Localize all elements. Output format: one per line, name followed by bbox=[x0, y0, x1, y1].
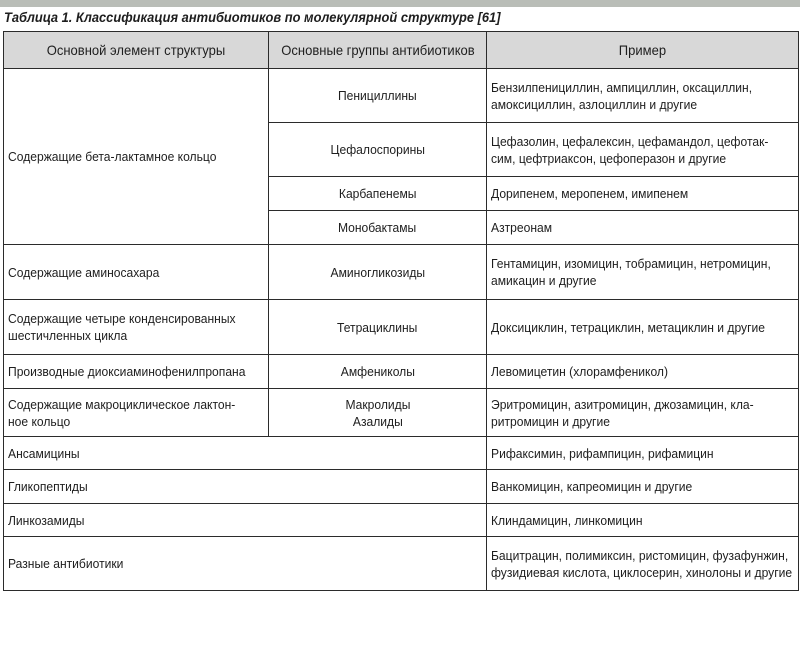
example-amphenicols: Левомицетин (хлорамфеникол) bbox=[487, 355, 799, 389]
example-other-antibiotics: Бацитрацин, полимиксин, ристомицин, фузафунжин, фузидиевая кислота, циклосерин, хинолоны и другие bbox=[487, 537, 799, 591]
antibiotics-classification-table bbox=[3, 31, 799, 591]
element-tetracycle: Содержащие четыре конденсированных шестичленных цикла bbox=[4, 300, 269, 355]
group-aminoglycosides: Аминогликозиды bbox=[269, 245, 487, 300]
example-monobactams: Азтреонам bbox=[487, 211, 799, 245]
example-carbapenems: Дорипенем, меропенем, имипенем bbox=[487, 177, 799, 211]
element-macrocyclic-lactone: Содержащие макроциклическое лактон- ное кольцо bbox=[4, 389, 269, 437]
example-lincosamides: Клиндамицин, линкомицин bbox=[487, 504, 799, 537]
element-dioxyaminophenylpropane: Производные диоксиаминофенилпропана bbox=[4, 355, 269, 389]
group-carbapenems: Карбапенемы bbox=[269, 177, 487, 211]
table-row bbox=[4, 470, 799, 504]
group-cephalosporins: Цефалоспорины bbox=[269, 123, 487, 177]
element-aminosugar: Содержащие аминосахара bbox=[4, 245, 269, 300]
group-tetracyclines: Тетрациклины bbox=[269, 300, 487, 355]
element-beta-lactam: Содержащие бета-лактамное кольцо bbox=[4, 69, 269, 245]
table-row bbox=[4, 245, 799, 300]
table-row bbox=[4, 69, 799, 123]
table-row bbox=[4, 300, 799, 355]
table-row bbox=[4, 389, 799, 437]
example-penicillins: Бензилпенициллин, ампициллин, оксациллин, амоксициллин, азлоциллин и другие bbox=[487, 69, 799, 123]
element-lincosamides: Линкозамиды bbox=[4, 504, 487, 537]
table-row bbox=[4, 355, 799, 389]
header-antibiotic-groups: Основные группы антибиотиков bbox=[269, 32, 487, 69]
element-glycopeptides: Гликопептиды bbox=[4, 470, 487, 504]
header-structure-element: Основной элемент структуры bbox=[4, 32, 269, 69]
table-row bbox=[4, 537, 799, 591]
group-macrolides-azalides: Макролиды Азалиды bbox=[269, 389, 487, 437]
example-ansamycins: Рифаксимин, рифампицин, рифамицин bbox=[487, 437, 799, 470]
table-caption: Таблица 1. Классификация антибиотиков по молекулярной структуре [61] bbox=[4, 9, 501, 25]
top-border-strip bbox=[0, 0, 800, 7]
element-other-antibiotics: Разные антибиотики bbox=[4, 537, 487, 591]
header-row bbox=[4, 32, 799, 69]
example-macrolides: Эритромицин, азитромицин, джозамицин, кла- ритромицин и другие bbox=[487, 389, 799, 437]
element-ansamycins: Ансамицины bbox=[4, 437, 487, 470]
example-aminoglycosides: Гентамицин, изомицин, тобрамицин, нетромицин, амикацин и другие bbox=[487, 245, 799, 300]
example-tetracyclines: Доксициклин, тетрациклин, метациклин и другие bbox=[487, 300, 799, 355]
example-glycopeptides: Ванкомицин, капреомицин и другие bbox=[487, 470, 799, 504]
header-example: Пример bbox=[487, 32, 799, 69]
group-penicillins: Пенициллины bbox=[269, 69, 487, 123]
group-monobactams: Монобактамы bbox=[269, 211, 487, 245]
table-row bbox=[4, 437, 799, 470]
group-amphenicols: Амфениколы bbox=[269, 355, 487, 389]
table-row bbox=[4, 504, 799, 537]
example-cephalosporins: Цефазолин, цефалексин, цефамандол, цефотак- сим, цефтриаксон, цефоперазон и другие bbox=[487, 123, 799, 177]
